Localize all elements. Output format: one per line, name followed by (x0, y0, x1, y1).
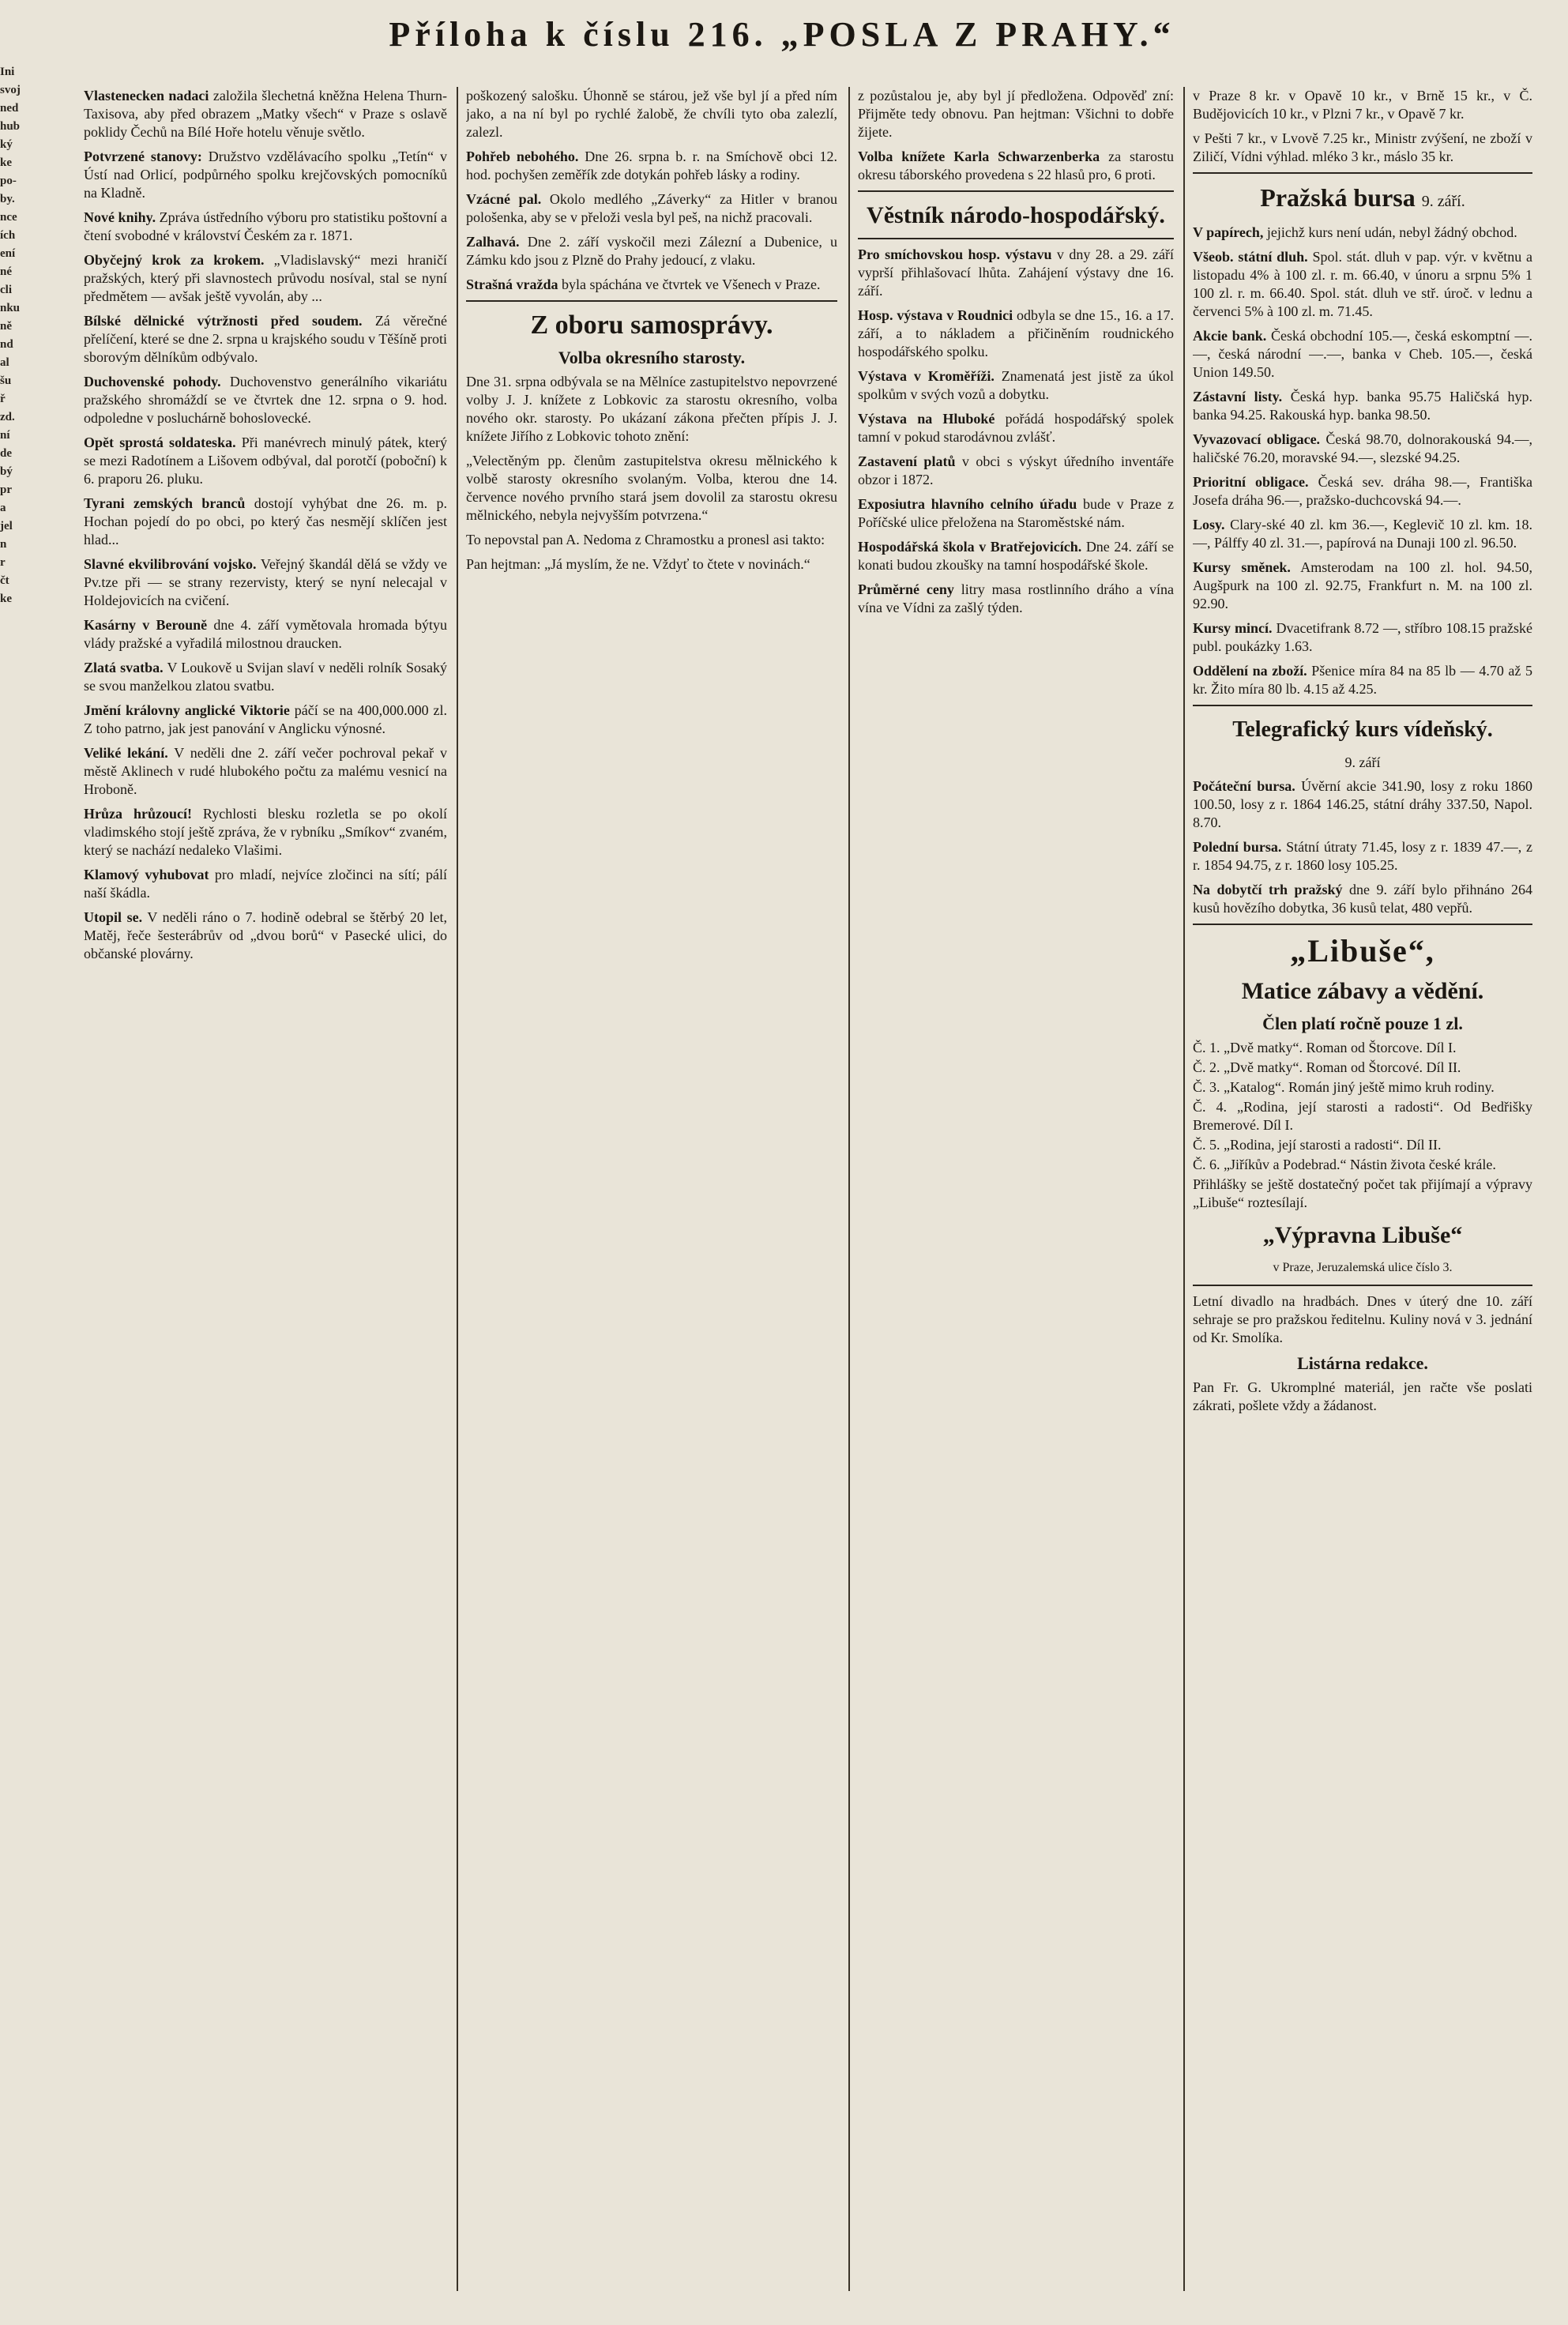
news-item-text: Česká 98.70, dolnorakouská 94.—, haličské 76.20, moravské 94.—, slezské 94.25. (1193, 431, 1532, 465)
news-item (84, 805, 447, 860)
news-item (466, 276, 837, 294)
news-item-heading: V papírech, (1193, 224, 1264, 240)
section-title-samosprava: Z oboru samosprávy. (530, 310, 773, 340)
bourse-date: 9. září. (1421, 193, 1465, 210)
news-item-heading: Jmění královny anglické Viktorie (84, 702, 290, 718)
news-item (1193, 473, 1532, 510)
news-item-text: „Vladislavský“ mezi hraničí pražských, který při slavnostech průvodu nosíval, stal se nyní předmětem — avšak ještě vyvolán, aby ... (84, 252, 447, 304)
gutter-fragment: Ini (0, 66, 15, 78)
section-paragraph: Dne 31. srpna odbývala se na Mělníce zastupitelstvo nepovrzené volby J. J. knížete z Lobkovic za starostu okresního, volba nového okr. starosty. Po ukázaní zákona přečten přípis J. J. knížete Jiřího z Lobkovic tohoto znění: (466, 374, 837, 444)
gutter-fragment: nku (0, 302, 21, 314)
gutter-fragment: ích (0, 229, 16, 242)
news-item (858, 367, 1174, 404)
gutter-fragment: svoj (0, 84, 21, 96)
market-paragraph: v Praze 8 kr. v Opavě 10 kr., v Brně 15 kr., v Č. Budějovicích 10 kr., v Plzni 7 kr., v Opavě 7 kr. (1193, 88, 1532, 122)
news-item-text: Veřejný škandál dělá se vždy ve Pv.tze při — se strany rezervisty, který se nyní nelecajal v Holdejovicích na cvičení. (84, 556, 447, 608)
gutter-fragment: ke (0, 156, 12, 169)
news-item-text: Česká obchodní 105.—, česká eskomptní —.—, česká národní —.—, banka v Cheb. 105.—, česká Union 149.50. (1193, 328, 1532, 380)
news-item-text: pořádá hospodářský spolek tamní v pokud starodávnou zvlášť. (858, 411, 1174, 445)
section-subtitle: Volba okresního starosty. (558, 348, 746, 367)
news-item (1193, 327, 1532, 382)
news-item-text: Zá věrečné přelíčení, které se dne 2. srpna u krajského soudu v Těšíně proti sborovým dělníkům odbývalo. (84, 313, 447, 365)
news-item-heading: Veliké lekání. (84, 745, 168, 761)
news-item (84, 251, 447, 306)
divadlo-notice: Letní divadlo na hradbách. Dnes v úterý dne 10. září sehraje se pro pražskou ředitelnu. Kuliny nová v 3. jednání od Kr. Smolíka. (1193, 1293, 1532, 1345)
news-item (1193, 559, 1532, 613)
vypravna-address: v Praze, Jeruzalemská ulice číslo 3. (1273, 1261, 1453, 1274)
gutter-fragment: nce (0, 211, 17, 224)
news-item-text: z pozůstalou je, aby byl jí předložena. Odpověď zní: Přijměte tedy obnovu. Pan hejtman: Všichni to dobře žijete. (858, 88, 1174, 140)
news-item-heading: Exposiutra hlavního celního úřadu (858, 496, 1077, 512)
gutter-fragment: ký (0, 138, 13, 151)
news-item-heading: Na dobytčí trh pražský (1193, 882, 1343, 897)
news-item-text: v dny 28. a 29. září vyprší přihlašovací lhůta. Zahájení výstavy dne 16. září. (858, 246, 1174, 299)
news-item-heading: Hospodářská škola v Bratřejovicích. (858, 539, 1082, 555)
news-item-text: Pšenice míra 84 na 85 lb — 4.70 až 5 kr. Žito míra 80 lb. 4.15 až 4.25. (1193, 663, 1532, 697)
news-item-text: Dvacetifrank 8.72 —, stříbro 108.15 pražské publ. poukázky 1.63. (1193, 620, 1532, 654)
news-item-heading: Obyčejný krok za krokem. (84, 252, 265, 268)
news-item (84, 87, 447, 141)
news-item (1193, 388, 1532, 424)
telegraph-date: 9. září (1344, 754, 1381, 770)
gutter-fragment: jel (0, 520, 13, 532)
news-item-heading: Duchovenské pohody. (84, 374, 221, 389)
news-item (858, 307, 1174, 361)
news-item-heading: Výstava na Hluboké (858, 411, 995, 427)
news-item (466, 190, 837, 227)
news-item (466, 233, 837, 269)
libuse-list-item: Č. 4. „Rodina, její starosti a radosti“. Od Bedřišky Bremerové. Díl I. (1193, 1099, 1532, 1133)
divider (1193, 924, 1532, 925)
libuse-title: „Libuše“, (1290, 933, 1435, 969)
news-item-text: Dne 2. září vyskočil mezi Zálezní a Dubenice, u Zámku kdo jsou z Plzně do Prahy jedoucí, z vlaku. (466, 234, 837, 268)
news-item (84, 148, 447, 202)
bourse-title: Pražská bursa (1260, 183, 1416, 212)
section-paragraph: To nepovstal pan A. Nedoma z Chramostku a pronesl asi takto: (466, 532, 825, 547)
news-item (1193, 838, 1532, 875)
divider (1193, 705, 1532, 706)
news-item-text: V neděli ráno o 7. hodině odebral se štěrbý 20 let, Matěj, řeče šesterábrův od „dvou borů“ v Pasecké ulici, do občanské plovárny. (84, 909, 447, 961)
news-item (84, 373, 447, 427)
news-item (1193, 662, 1532, 698)
gutter-fragment: nd (0, 338, 13, 351)
libuse-list-item: Č. 5. „Rodina, její starosti a radosti“. Díl II. (1193, 1137, 1442, 1153)
libuse-subtitle: Matice zábavy a vědění. (1241, 978, 1484, 1004)
section-paragraph: „Velectěným pp. členům zastupitelstva okresu mělnického k volbě starosty okresního svolaným. Volba, kterou dne 14. července nového prvního stará jsem dovolil za starostu okresu mělnického, nebyla nejvyšším potvrzena.“ (466, 453, 837, 523)
news-item-heading: Prioritní obligace. (1193, 474, 1309, 490)
masthead: Příloha k číslu 216. „POSLA Z PRAHY.“ (389, 15, 1175, 54)
gutter-fragment: r (0, 556, 6, 569)
divider (858, 190, 1174, 192)
news-item-heading: Výstava v Kroměříži. (858, 368, 995, 384)
libuse-note: Přihlášky se ještě dostatečný počet tak přijímají a výpravy „Libuše“ roztesílají. (1193, 1176, 1532, 1210)
news-item-text: dne 4. září vymětovala hromada býtyu vlády pražské a vyřadilá milostnou draucken. (84, 617, 447, 651)
news-item-heading: Nové knihy. (84, 209, 156, 225)
news-item-text: dne 9. září bylo přihnáno 264 kusů hovězího dobytka, 36 kusů telat, 480 vepřů. (1193, 882, 1532, 916)
news-item-text: Zpráva ústředního výboru pro statistiku poštovní a čtení svobodné v království Českém za r. 1871. (84, 209, 447, 243)
news-item-text: Družstvo vzdělávacího spolku „Tetín“ v Ústí nad Orlicí, podpůrného spolku krejčovských pomocníků na Kladně. (84, 149, 447, 201)
news-item-heading: Strašná vražda (466, 277, 558, 292)
news-item-heading: Pohřeb nebohého. (466, 149, 579, 164)
gutter-fragment: de (0, 447, 12, 460)
gutter-fragment: cli (0, 284, 12, 296)
listarna-text: Pan Fr. G. Ukromplné materiál, jen račte vše poslati zákrati, pošlete vždy a žádanost. (1193, 1379, 1532, 1413)
news-item-text: Dne 26. srpna b. r. na Smíchově obci 12. hod. pochyšen zeměřík zde dotykán pohřeb lásky a rodiny. (466, 149, 837, 182)
news-item (858, 495, 1174, 532)
news-item-text: Amsterodam na 100 zl. hol. 94.50, Augšpurk na 100 zl. 92.75, Frankfurt n. M. na 100 zl. 92.90. (1193, 559, 1532, 611)
column-4 (1193, 87, 1532, 2299)
section-paragraph: Pan hejtman: „Já myslím, že ne. Vždyť to čtete v novinách.“ (466, 556, 810, 572)
gutter-fragment: po- (0, 175, 17, 187)
news-item-text: Okolo medlého „Záverky“ za Hitler v branou pološenka, aby se v přeloži vesla byl peš, na nichž pracovali. (466, 191, 837, 225)
news-item (858, 148, 1174, 184)
gutter-fragment: n (0, 538, 7, 551)
libuse-list-item: Č. 6. „Jiříkův a Podebrad.“ Nástin života české krále. (1193, 1157, 1496, 1172)
gutter-fragment: ní (0, 429, 10, 442)
vypravna-title: „Výpravna Libuše“ (1262, 1222, 1463, 1248)
news-item-text: Spol. stát. dluh v pap. výr. v květnu a listopadu 4% à 100 zl. r. m. 66.40, v únoru a srpnu 5% 1 100 zl. r. m. 66.40. Spol. stát. dluh ve stř. úroč. v lednu a červenci 5% à 100 zl. m. 71.45. (1193, 249, 1532, 319)
news-item-heading: Slavné ekvilibrování vojsko. (84, 556, 257, 572)
gutter-fragment: ke (0, 593, 12, 605)
news-item-text: za starostu okresu táborského provedena s 22 hlasů pro, 6 proti. (858, 149, 1174, 182)
news-item (858, 538, 1174, 574)
gutter-fragment: bý (0, 465, 13, 478)
news-item-heading: Losy. (1193, 517, 1225, 532)
libuse-fee: Člen platí ročně pouze 1 zl. (1262, 1014, 1463, 1033)
news-item-text: Česká sev. dráha 98.—, Františka Josefa dráha 96.—, pražsko-duchcovská 94.—. (1193, 474, 1532, 508)
news-item (84, 659, 447, 695)
news-item (84, 909, 447, 963)
left-gutter-fragments (0, 63, 19, 2275)
news-item-heading: Vzácné pal. (466, 191, 542, 207)
section-title-vestnik: Věstník národo-hospodářský. (867, 202, 1165, 228)
gutter-fragment: ně (0, 320, 12, 333)
news-item-text: Úvěrní akcie 341.90, losy z roku 1860 100.50, losy z r. 1864 146.25, státní dráhy 337.50, Napol. 8.70. (1193, 778, 1532, 830)
news-item-heading: Vyvazovací obligace. (1193, 431, 1321, 447)
gutter-fragment: ř (0, 393, 6, 405)
column-rule (457, 87, 458, 2291)
news-item-text: Duchovenstvo generálního vikariátu pražského shromáždí se ve čtvrtek dne 12. srpna o 9. hod. odpoledne v posluchárně bohoslovecké. (84, 374, 447, 426)
news-item-text: založila šlechetná kněžna Helena Thurn-Taxisova, aby před obrazem „Matky všech“ v Praze s oslavě poklidy Čechů na Bílé Hoře hotelu věnuje světlo. (84, 88, 447, 140)
news-item-text: dostojí vyhýbat dne 26. m. p. Hochan pojedí do po obci, po který čas nesmějí sklíčen jest hlad... (84, 495, 447, 547)
news-item-text: litry masa rostlinního dráho a vína vína ve Vídni za zašlý týden. (858, 581, 1174, 615)
telegraph-title: Telegrafický kurs vídeňský. (1232, 717, 1493, 742)
divider (466, 300, 837, 302)
column-rule (848, 87, 850, 2291)
news-item (1193, 777, 1532, 832)
news-item (1193, 248, 1532, 321)
news-item (84, 312, 447, 367)
news-item-text: byla spáchána ve čtvrtek ve Všenech v Praze. (562, 277, 821, 292)
divider (858, 238, 1174, 239)
news-item (858, 581, 1174, 617)
news-item (858, 410, 1174, 446)
news-item-heading: Kursy směnek. (1193, 559, 1291, 575)
gutter-fragment: al (0, 356, 9, 369)
news-item-heading: Tyrani zemských branců (84, 495, 246, 511)
news-item-text: V neděli dne 2. září večer pochroval pekař v městě Aklinech v rudé hlubokého počtu za malému vesnicí na Hroboně. (84, 745, 447, 797)
news-item-text: V Loukově u Svijan slaví v neděli rolník Sosaký se svou manželkou zlatou svatbu. (84, 660, 447, 694)
news-item-text: Rychlosti blesku rozletla se po okolí vladimského stojí ještě zpráva, že v rybníku „Smíkov“ zvaném, který se nachází nedaleko Vlašimi. (84, 806, 447, 858)
gutter-fragment: zd. (0, 411, 15, 423)
news-item-text: Clary-ské 40 zl. km 36.—, Keglevič 10 zl. km. 18.—, Pálffy 40 zl. 31.—, papírová na Dunaji 100 zl. 96.50. (1193, 517, 1532, 551)
news-item (1193, 431, 1532, 467)
news-item-heading: Hrůza hrůzoucí! (84, 806, 192, 822)
news-item-heading: Zástavní listy. (1193, 389, 1283, 404)
news-item (466, 148, 837, 184)
news-item (858, 453, 1174, 489)
column-3 (858, 87, 1174, 2299)
news-item (466, 87, 837, 141)
gutter-fragment: hub (0, 120, 21, 133)
news-item-heading: Pro smíchovskou hosp. výstavu (858, 246, 1052, 262)
news-item-heading: Akcie bank. (1193, 328, 1267, 344)
news-item-heading: Všeob. státní dluh. (1193, 249, 1308, 265)
libuse-list-item: Č. 1. „Dvě matky“. Roman od Štorcove. Díl I. (1193, 1040, 1457, 1055)
news-item-text: Státní útraty 71.45, losy z r. 1839 47.—, z r. 1854 94.75, z r. 1860 losy 105.25. (1193, 839, 1532, 873)
news-item-heading: Potvrzené stanovy: (84, 149, 202, 164)
news-item (84, 702, 447, 738)
news-item (84, 495, 447, 549)
news-item-heading: Zalhavá. (466, 234, 520, 250)
news-item (1193, 619, 1532, 656)
gutter-fragment: ned (0, 102, 19, 115)
news-item-heading: Utopil se. (84, 909, 143, 925)
news-item (84, 209, 447, 245)
news-item-text: Dne 24. září se konati budou zkoušky na tamní hospodářské škole. (858, 539, 1174, 573)
news-item (858, 246, 1174, 300)
column-2 (466, 87, 837, 2299)
gutter-fragment: čt (0, 574, 9, 587)
news-item-text: bude v Praze z Poříčské ulice přeložena na Staroměstské nám. (858, 496, 1174, 530)
news-item (858, 87, 1174, 141)
news-item-heading: Oddělení na zboží. (1193, 663, 1307, 679)
news-item (1193, 224, 1532, 242)
gutter-fragment: né (0, 265, 12, 278)
news-item-heading: Průměrné ceny (858, 581, 954, 597)
news-item-text: Znamenatá jest jistě za úkol spolkům v svých vozů a dobytku. (858, 368, 1174, 402)
news-item (84, 555, 447, 610)
gutter-fragment: ení (0, 247, 16, 260)
news-item (1193, 516, 1532, 552)
news-item-text: poškozený salošku. Úhonně se stárou, jež vše byl jí a před ním jako, a na ní byl po rychlé žalobě, že chvíli tyto oba zalezlí, zalezl. (466, 88, 837, 140)
gutter-fragment: pr (0, 483, 12, 496)
news-item (84, 866, 447, 902)
news-item-text: jejichž kurs není udán, nebyl žádný obchod. (1266, 224, 1517, 240)
news-item (84, 434, 447, 488)
divider (1193, 172, 1532, 174)
news-item-heading: Kursy mincí. (1193, 620, 1273, 636)
news-item-heading: Kasárny v Berouně (84, 617, 208, 633)
market-paragraph: v Pešti 7 kr., v Lvově 7.25 kr., Ministr zvýšení, ne zboží v Ziličí, Vídni výhlad. mléko 3 kr., máslo 35 kr. (1193, 130, 1532, 164)
news-item-text: odbyla se dne 15., 16. a 17. září, a to nákladem a přičiněním roudnického hospodářského spolku. (858, 307, 1174, 359)
news-item-text: Při manévrech minulý pátek, který se mezi Radotínem a Lišovem odbýval, dal porotčí (poboční) k 6. praporu 26. pluku. (84, 435, 447, 487)
news-item (84, 744, 447, 799)
news-item (1193, 881, 1532, 917)
news-item-heading: Vlastenecken nadaci (84, 88, 209, 103)
news-item-text: páčí se na 400,000.000 zl. Z toho patrno, jak jest panování v Anglicku výnosné. (84, 702, 447, 736)
news-item-heading: Volba knížete Karla Schwarzenberka (858, 149, 1100, 164)
news-item-heading: Hosp. výstava v Roudnici (858, 307, 1013, 323)
libuse-list-item: Č. 2. „Dvě matky“. Roman od Štorcové. Díl II. (1193, 1059, 1461, 1075)
news-item-heading: Bílské dělnické výtržnosti před soudem. (84, 313, 363, 329)
gutter-fragment: šu (0, 374, 12, 387)
news-item-heading: Opět sprostá soldateska. (84, 435, 236, 450)
news-item-heading: Polední bursa. (1193, 839, 1282, 855)
news-item-text: pro mladí, nejvíce zločinci na sítí; pálí naší škádla. (84, 867, 447, 901)
news-item-heading: Počáteční bursa. (1193, 778, 1295, 794)
news-item-heading: Zastavení platů (858, 453, 956, 469)
column-1 (84, 87, 447, 2299)
gutter-fragment: by. (0, 193, 15, 205)
news-item-heading: Klamový vyhubovat (84, 867, 209, 882)
column-rule (1183, 87, 1185, 2291)
libuse-list-item: Č. 3. „Katalog“. Román jiný ještě mimo kruh rodiny. (1193, 1079, 1495, 1095)
gutter-fragment: a (0, 502, 6, 514)
news-item-heading: Zlatá svatba. (84, 660, 164, 675)
divider (1193, 1285, 1532, 1286)
news-item-text: v obci s výskyt úředního inventáře obzor i 1872. (858, 453, 1174, 487)
news-item (84, 616, 447, 653)
listarna-title: Listárna redakce. (1297, 1353, 1428, 1373)
news-item-text: Česká hyp. banka 95.75 Haličská hyp. banka 94.25. Rakouská hyp. banka 98.50. (1193, 389, 1532, 423)
